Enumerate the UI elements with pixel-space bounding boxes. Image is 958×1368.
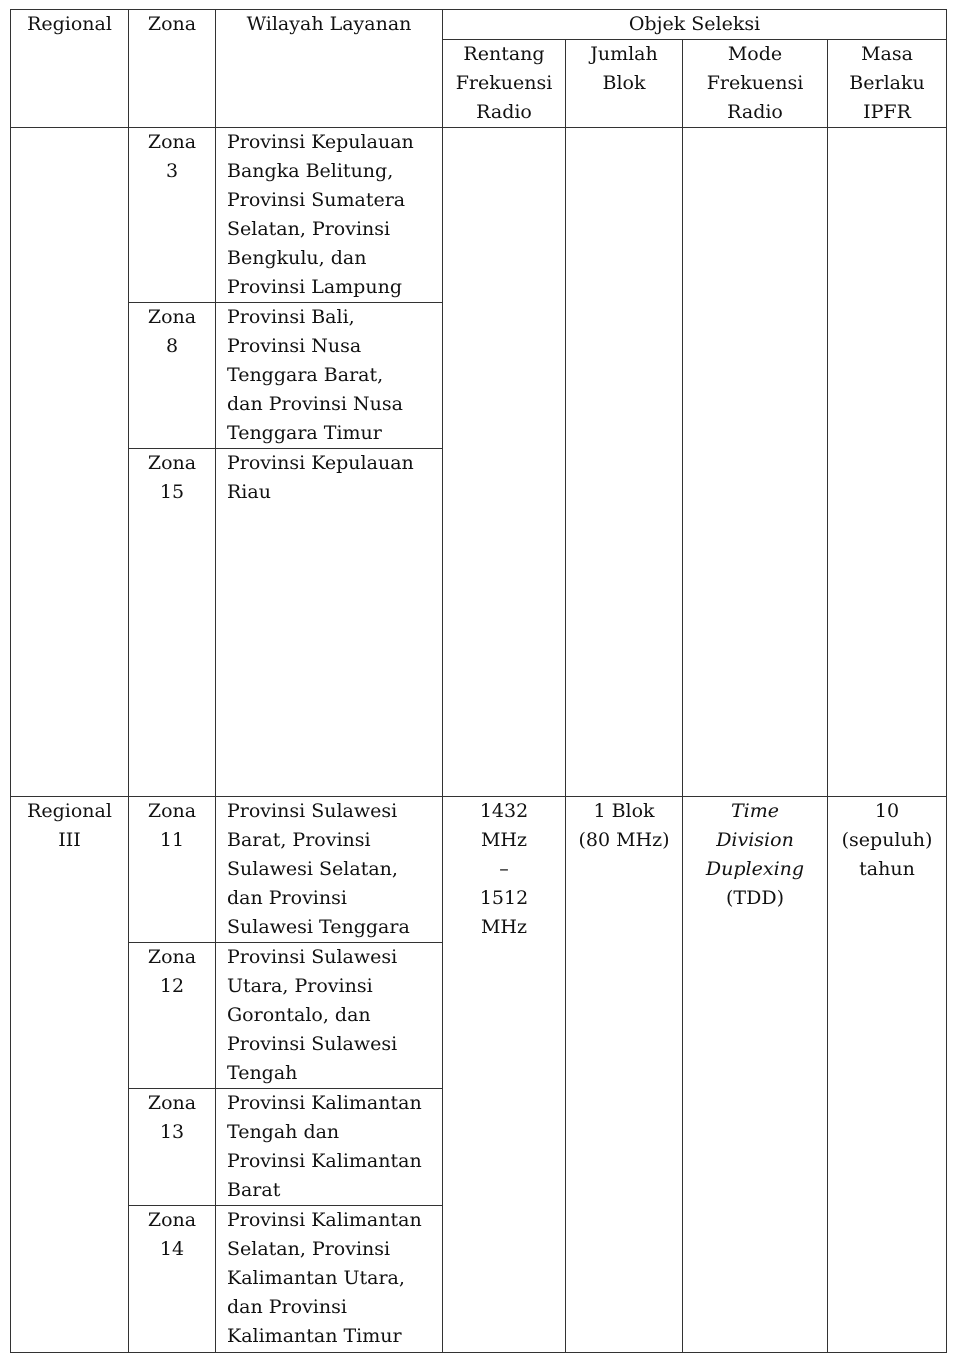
zona-text-line: 3 xyxy=(165,160,179,182)
wilayah-text-line: Provinsi Sulawesi xyxy=(227,946,398,968)
jumlah-text-line: (80 MHz) xyxy=(578,829,670,851)
header-zona: Zona xyxy=(129,10,216,128)
zona-text-line: 8 xyxy=(165,335,179,357)
mode-text-line: Time xyxy=(730,800,779,822)
wilayah-cell xyxy=(216,128,443,303)
rentang-frekuensi-cell xyxy=(443,797,566,1353)
zona-text-line: Zona xyxy=(147,1209,197,1231)
wilayah-text-line: Bangka Belitung, xyxy=(227,160,394,182)
masa-text-line: (sepuluh) xyxy=(841,829,933,851)
wilayah-text-line: Gorontalo, dan xyxy=(227,1004,371,1026)
header-text-line: Blok xyxy=(602,72,646,94)
zona-text-line: Zona xyxy=(147,1092,197,1114)
header-text-line: Mode xyxy=(727,43,783,65)
header-rentang-frekuensi xyxy=(443,40,566,128)
wilayah-text-line: Provinsi Kepulauan xyxy=(227,452,414,474)
wilayah-cell xyxy=(216,797,443,943)
wilayah-text-line: Riau xyxy=(227,481,271,503)
zona-cell xyxy=(129,303,216,449)
header-text-line: Rentang xyxy=(463,43,545,65)
table-row xyxy=(11,128,947,303)
mode-cell-continued xyxy=(683,128,828,797)
rentang-text-line: 1512 xyxy=(479,887,529,909)
mode-text-line: (TDD) xyxy=(726,887,784,909)
regional-text-line: III xyxy=(58,829,81,851)
header-text-line: Jumlah xyxy=(590,43,658,65)
zona-cell xyxy=(129,128,216,303)
wilayah-text-line: Selatan, Provinsi xyxy=(227,1238,391,1260)
rentang-text-line: MHz xyxy=(480,916,528,938)
wilayah-text-line: Sulawesi Selatan, xyxy=(227,858,398,880)
header-masa-berlaku xyxy=(828,40,947,128)
wilayah-cell xyxy=(216,449,443,797)
rentang-text-line: MHz xyxy=(480,829,528,851)
wilayah-text-line: Utara, Provinsi xyxy=(227,975,373,997)
zona-text-line: 13 xyxy=(159,1121,185,1143)
wilayah-text-line: Provinsi Kalimantan xyxy=(227,1150,422,1172)
header-row-top xyxy=(11,10,947,40)
wilayah-text-line: Tenggara Timur xyxy=(227,422,382,444)
zona-text-line: 12 xyxy=(159,975,185,997)
zona-cell xyxy=(129,449,216,797)
header-mode-frekuensi xyxy=(683,40,828,128)
spectrum-selection-table xyxy=(10,9,947,1353)
wilayah-text-line: Provinsi Sulawesi xyxy=(227,800,398,822)
header-text-line: Masa xyxy=(861,43,913,65)
rentang-text-line: – xyxy=(499,858,509,880)
table-row xyxy=(11,797,947,943)
rentang-cell-continued xyxy=(443,128,566,797)
wilayah-text-line: Tengah xyxy=(227,1062,298,1084)
wilayah-text-line: dan Provinsi xyxy=(227,887,347,909)
regional-cell-continued xyxy=(11,128,129,797)
wilayah-cell xyxy=(216,303,443,449)
masa-text-line: 10 xyxy=(874,800,900,822)
wilayah-text-line: Barat xyxy=(227,1179,281,1201)
wilayah-text-line: Provinsi Kalimantan xyxy=(227,1092,422,1114)
wilayah-text-line: Provinsi Sumatera xyxy=(227,189,406,211)
regional-cell xyxy=(11,797,129,1353)
wilayah-text-line: Kalimantan Utara, xyxy=(227,1267,405,1289)
header-text-line: Berlaku xyxy=(849,72,925,94)
wilayah-text-line: Tengah dan xyxy=(227,1121,340,1143)
wilayah-text-line: Kalimantan Timur xyxy=(227,1325,402,1347)
wilayah-text-line: Provinsi Kalimantan xyxy=(227,1209,422,1231)
header-wilayah-layanan: Wilayah Layanan xyxy=(216,10,443,128)
wilayah-cell xyxy=(216,1206,443,1353)
mode-text-line: Division xyxy=(716,829,794,851)
header-text-line: Frekuensi xyxy=(706,72,804,94)
masa-cell-continued xyxy=(828,128,947,797)
zona-text-line: 14 xyxy=(159,1238,185,1260)
header-text-line: Radio xyxy=(727,101,783,123)
zona-text-line: 11 xyxy=(159,829,185,851)
header-objek-seleksi: Objek Seleksi xyxy=(443,10,947,40)
zona-text-line: 15 xyxy=(159,481,185,503)
wilayah-text-line: dan Provinsi xyxy=(227,1296,347,1318)
wilayah-cell xyxy=(216,943,443,1089)
mode-text-line: Duplexing xyxy=(705,858,805,880)
masa-berlaku-cell xyxy=(828,797,947,1353)
header-text-line: IPFR xyxy=(863,101,911,123)
jumlah-cell-continued xyxy=(566,128,683,797)
header-regional: Regional xyxy=(11,10,129,128)
zona-text-line: Zona xyxy=(147,800,197,822)
zona-cell xyxy=(129,1206,216,1353)
wilayah-text-line: Bengkulu, dan xyxy=(227,247,367,269)
jumlah-text-line: 1 Blok xyxy=(593,800,655,822)
wilayah-text-line: Provinsi Kepulauan xyxy=(227,131,414,153)
zona-cell xyxy=(129,797,216,943)
zona-text-line: Zona xyxy=(147,306,197,328)
zona-text-line: Zona xyxy=(147,131,197,153)
masa-text-line: tahun xyxy=(859,858,915,880)
zona-cell xyxy=(129,943,216,1089)
rentang-text-line: 1432 xyxy=(479,800,529,822)
wilayah-text-line: Selatan, Provinsi xyxy=(227,218,391,240)
mode-frekuensi-cell xyxy=(683,797,828,1353)
wilayah-text-line: Provinsi Bali, xyxy=(227,306,355,328)
wilayah-text-line: Provinsi Nusa xyxy=(227,335,362,357)
wilayah-text-line: Sulawesi Tenggara xyxy=(227,916,410,938)
header-jumlah-blok xyxy=(566,40,683,128)
header-text-line: Radio xyxy=(476,101,532,123)
wilayah-text-line: Barat, Provinsi xyxy=(227,829,371,851)
wilayah-text-line: Provinsi Lampung xyxy=(227,276,402,298)
wilayah-cell xyxy=(216,1089,443,1206)
zona-text-line: Zona xyxy=(147,452,197,474)
wilayah-text-line: Provinsi Sulawesi xyxy=(227,1033,398,1055)
wilayah-text-line: Tenggara Barat, xyxy=(227,364,384,386)
regional-text-line: Regional xyxy=(27,800,112,822)
jumlah-blok-cell xyxy=(566,797,683,1353)
zona-text-line: Zona xyxy=(147,946,197,968)
zona-cell xyxy=(129,1089,216,1206)
header-text-line: Frekuensi xyxy=(455,72,553,94)
wilayah-text-line: dan Provinsi Nusa xyxy=(227,393,403,415)
